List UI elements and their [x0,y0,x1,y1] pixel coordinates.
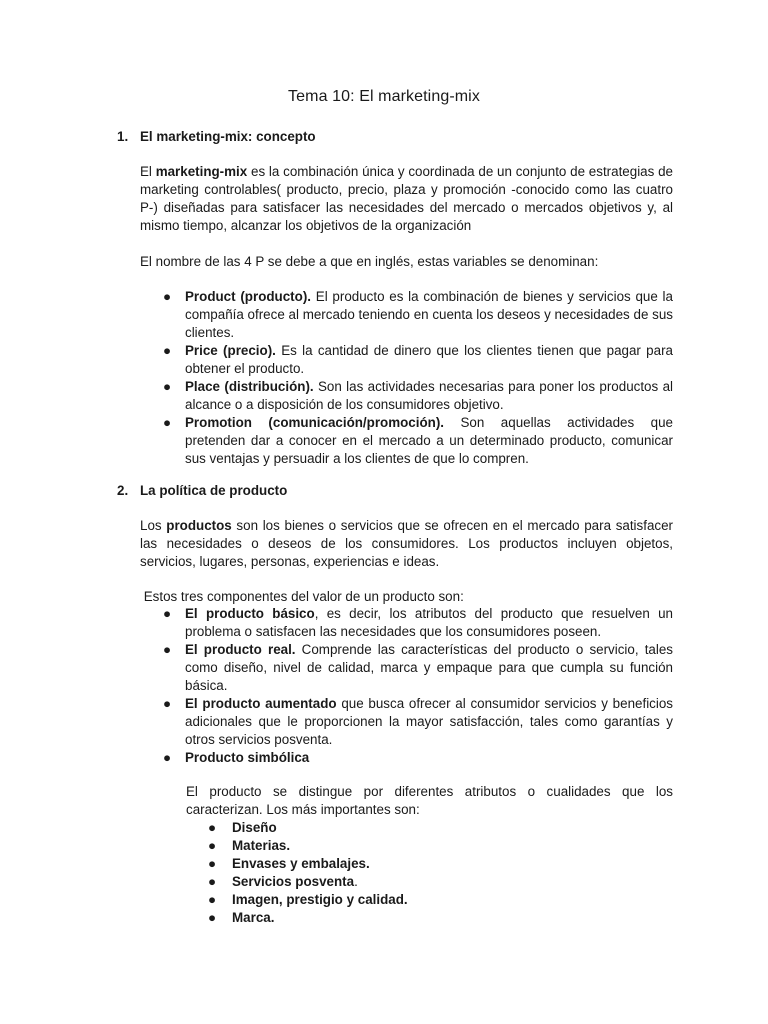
bullet-term: Producto simbólica [185,750,310,765]
intro-text: son los bienes o servicios que se ofrecen en el mercado para satisfacer las necesidades o deseos de los consumidores. Los productos incluyen objetos, servicios, lugares, personas, experiencias e ideas. [140,518,674,569]
bullet-text: , es decir, los atributos del producto que resuelven un problema o satisfacen las necesidades que los consumidores poseen. [185,606,673,639]
page-title: Tema 10: El marketing-mix [288,88,480,105]
list-item [140,641,673,695]
bullet-text: Son las actividades necesarias para poner los productos al alcance o a disposición de los consumidores objetivo. [185,379,673,412]
list-item [140,288,673,342]
bullet-icon: ● [208,874,217,889]
list-item [140,749,673,767]
bullet-term: El producto real. [185,642,296,657]
attribute-label: Marca. [232,910,275,925]
list-item [140,414,673,468]
section-1-number: 1. [117,129,129,144]
section-2-lead: Estos tres componentes del valor de un producto son: [140,589,464,604]
bullet-term: Product (producto). [185,289,311,304]
attribute-suffix: . [354,874,358,889]
bullet-term: El producto aumentado [185,696,337,711]
section-1-heading [117,128,316,146]
section-2-intro [140,517,673,571]
section-1-lead: El nombre de las 4 P se debe a que en inglés, estas variables se denominan: [140,254,599,269]
bullet-icon: ● [163,289,172,304]
list-item [140,605,673,641]
bullet-icon: ● [163,415,172,430]
list-item [186,837,486,855]
bullet-icon: ● [163,343,172,358]
bullet-text: Comprende las características del producto o servicio, tales como diseño, nivel de calidad, marca y empaque para que cumpla su función básica. [185,642,673,693]
section-2-title: La política de producto [140,483,288,498]
list-item [186,891,486,909]
attribute-label: Envases y embalajes. [232,856,370,871]
list-item [140,342,673,378]
bullet-icon: ● [208,838,217,853]
attributes-list [186,819,486,927]
intro-bold-term: marketing-mix [155,164,248,179]
bullet-term: Price (precio). [185,343,276,358]
bullet-icon: ● [208,910,217,925]
bullet-icon: ● [163,642,172,657]
list-item [186,873,486,891]
list-item [140,378,673,414]
bullet-term: Place (distribución). [185,379,314,394]
bullet-icon: ● [208,820,217,835]
bullet-icon: ● [208,892,217,907]
intro-text: es la combinación única y coordinada de un conjunto de estrategias de marketing controlables( producto, precio, plaza y promoción -conocido como las cuatro P-) diseñadas para satisfacer las necesidades del mercado o mercados objetivos y, al mismo tiempo, alcanzar los objetivos de la organización [140,164,673,233]
attribute-label: Diseño [232,820,277,835]
attributes-intro: El producto se distingue por diferentes atributos o cualidades que los caracterizan. Los más importantes son: [186,784,673,817]
bullet-icon: ● [208,856,217,871]
list-item [186,855,486,873]
section-1-bullet-list [140,288,673,468]
attribute-label: Imagen, prestigio y calidad. [232,892,408,907]
section-2-number: 2. [117,483,129,498]
section-1-intro [140,163,673,235]
bullet-text: Son aquellas actividades que pretenden dar a conocer en el mercado a un determinado producto, comunicar sus ventajas y persuadir a los clientes de que lo compren. [185,415,673,466]
bullet-term: El producto básico [185,606,315,621]
attribute-label: Materias. [232,838,291,853]
intro-bold-term: productos [166,518,232,533]
bullet-icon: ● [163,750,172,765]
section-2-bullet-list [140,605,673,767]
bullet-text: Es la cantidad de dinero que los clientes tienen que pagar para obtener el producto. [185,343,673,376]
bullet-text: El producto es la combinación de bienes y servicios que la compañía ofrece al mercado teniendo en cuenta los deseos y necesidades de sus clientes. [185,289,673,340]
intro-text: El [140,164,156,179]
bullet-text: que busca ofrecer al consumidor servicios y beneficios adicionales que le proporcionen la mayor satisfacción, tales como garantías y otros servicios posventa. [185,696,673,747]
list-item [140,695,673,749]
attribute-label: Servicios posventa [232,874,355,889]
bullet-icon: ● [163,379,172,394]
bullet-icon: ● [163,696,172,711]
intro-text: Los [140,518,167,533]
list-item [186,909,486,927]
list-item [186,819,486,837]
bullet-icon: ● [163,606,172,621]
section-2-heading [117,482,287,500]
bullet-term: Promotion (comunicación/promoción). [185,415,445,430]
section-1-title: El marketing-mix: concepto [140,129,316,144]
